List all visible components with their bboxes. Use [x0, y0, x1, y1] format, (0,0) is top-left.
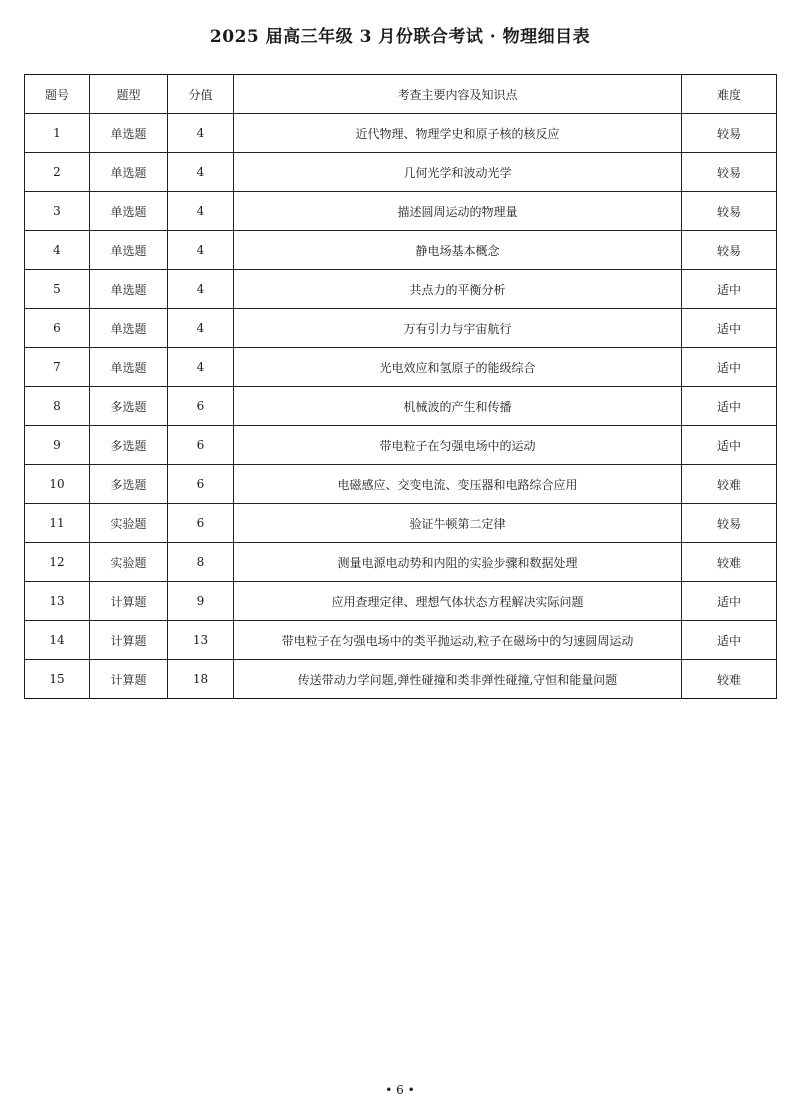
table-header: [25, 75, 777, 114]
cell-content: 应用查理定律、理想气体状态方程解决实际问题: [234, 582, 682, 621]
cell-content: 描述圆周运动的物理量: [234, 192, 682, 231]
cell-content: 验证牛顿第二定律: [234, 504, 682, 543]
cell-question-number: 5: [25, 270, 90, 309]
cell-question-type: 单选题: [90, 348, 168, 387]
cell-content: 共点力的平衡分析: [234, 270, 682, 309]
cell-question-type: 计算题: [90, 621, 168, 660]
header-row: [25, 75, 777, 114]
table-row: [25, 465, 777, 504]
cell-question-number: 3: [25, 192, 90, 231]
table-row: [25, 387, 777, 426]
page-title: 2025 届高三年级 3 月份联合考试 · 物理细目表: [209, 27, 591, 47]
header-difficulty: 难度: [682, 75, 777, 114]
table-row: [25, 114, 777, 153]
cell-content: 测量电源电动势和内阻的实验步骤和数据处理: [234, 543, 682, 582]
cell-question-number: 7: [25, 348, 90, 387]
cell-difficulty: 适中: [682, 426, 777, 465]
cell-difficulty: 适中: [682, 348, 777, 387]
cell-difficulty: 适中: [682, 270, 777, 309]
table-row: [25, 270, 777, 309]
cell-score: 6: [168, 426, 234, 465]
table-row: [25, 309, 777, 348]
cell-score: 4: [168, 114, 234, 153]
cell-question-type: 多选题: [90, 465, 168, 504]
table-row: [25, 231, 777, 270]
cell-score: 4: [168, 270, 234, 309]
cell-content: 带电粒子在匀强电场中的类平抛运动,粒子在磁场中的匀速圆周运动: [234, 621, 682, 660]
cell-difficulty: 较易: [682, 504, 777, 543]
cell-score: 4: [168, 192, 234, 231]
cell-question-number: 12: [25, 543, 90, 582]
header-score: 分值: [168, 75, 234, 114]
cell-difficulty: 较易: [682, 192, 777, 231]
cell-content: 几何光学和波动光学: [234, 153, 682, 192]
cell-question-type: 计算题: [90, 660, 168, 699]
cell-question-number: 6: [25, 309, 90, 348]
cell-content: 带电粒子在匀强电场中的运动: [234, 426, 682, 465]
cell-score: 13: [168, 621, 234, 660]
cell-content: 光电效应和氢原子的能级综合: [234, 348, 682, 387]
cell-content: 机械波的产生和传播: [234, 387, 682, 426]
cell-question-number: 9: [25, 426, 90, 465]
cell-score: 6: [168, 465, 234, 504]
cell-score: 9: [168, 582, 234, 621]
cell-question-number: 4: [25, 231, 90, 270]
table-row: [25, 504, 777, 543]
header-question-number: 题号: [25, 75, 90, 114]
cell-question-number: 1: [25, 114, 90, 153]
table-row: [25, 426, 777, 465]
table-row: [25, 582, 777, 621]
cell-score: 6: [168, 387, 234, 426]
cell-question-number: 2: [25, 153, 90, 192]
cell-content: 万有引力与宇宙航行: [234, 309, 682, 348]
table-body: [25, 114, 777, 699]
cell-question-number: 15: [25, 660, 90, 699]
cell-question-type: 单选题: [90, 192, 168, 231]
header-question-type: 题型: [90, 75, 168, 114]
table-row: [25, 192, 777, 231]
cell-question-type: 单选题: [90, 270, 168, 309]
cell-question-number: 8: [25, 387, 90, 426]
cell-question-type: 单选题: [90, 153, 168, 192]
cell-question-type: 单选题: [90, 231, 168, 270]
page-number: • 6 •: [385, 1083, 415, 1097]
cell-question-number: 13: [25, 582, 90, 621]
cell-difficulty: 适中: [682, 309, 777, 348]
cell-difficulty: 较易: [682, 114, 777, 153]
cell-score: 8: [168, 543, 234, 582]
cell-question-type: 实验题: [90, 543, 168, 582]
cell-difficulty: 较难: [682, 660, 777, 699]
cell-question-type: 计算题: [90, 582, 168, 621]
cell-content: 电磁感应、交变电流、变压器和电路综合应用: [234, 465, 682, 504]
cell-score: 4: [168, 153, 234, 192]
cell-score: 4: [168, 309, 234, 348]
table-row: [25, 153, 777, 192]
cell-content: 近代物理、物理学史和原子核的核反应: [234, 114, 682, 153]
cell-score: 6: [168, 504, 234, 543]
cell-question-type: 多选题: [90, 426, 168, 465]
cell-question-number: 11: [25, 504, 90, 543]
cell-difficulty: 适中: [682, 621, 777, 660]
table-row: [25, 621, 777, 660]
cell-difficulty: 较易: [682, 231, 777, 270]
cell-question-type: 实验题: [90, 504, 168, 543]
cell-content: 传送带动力学问题,弹性碰撞和类非弹性碰撞,守恒和能量问题: [234, 660, 682, 699]
cell-question-type: 单选题: [90, 309, 168, 348]
spec-table: [24, 74, 777, 699]
cell-score: 4: [168, 348, 234, 387]
cell-difficulty: 适中: [682, 387, 777, 426]
header-content: 考查主要内容及知识点: [234, 75, 682, 114]
cell-difficulty: 较难: [682, 465, 777, 504]
table-row: [25, 348, 777, 387]
table-row: [25, 543, 777, 582]
cell-difficulty: 较难: [682, 543, 777, 582]
cell-score: 18: [168, 660, 234, 699]
cell-content: 静电场基本概念: [234, 231, 682, 270]
cell-score: 4: [168, 231, 234, 270]
cell-question-type: 多选题: [90, 387, 168, 426]
cell-question-number: 10: [25, 465, 90, 504]
cell-question-type: 单选题: [90, 114, 168, 153]
table-row: [25, 660, 777, 699]
cell-question-number: 14: [25, 621, 90, 660]
cell-difficulty: 较易: [682, 153, 777, 192]
cell-difficulty: 适中: [682, 582, 777, 621]
